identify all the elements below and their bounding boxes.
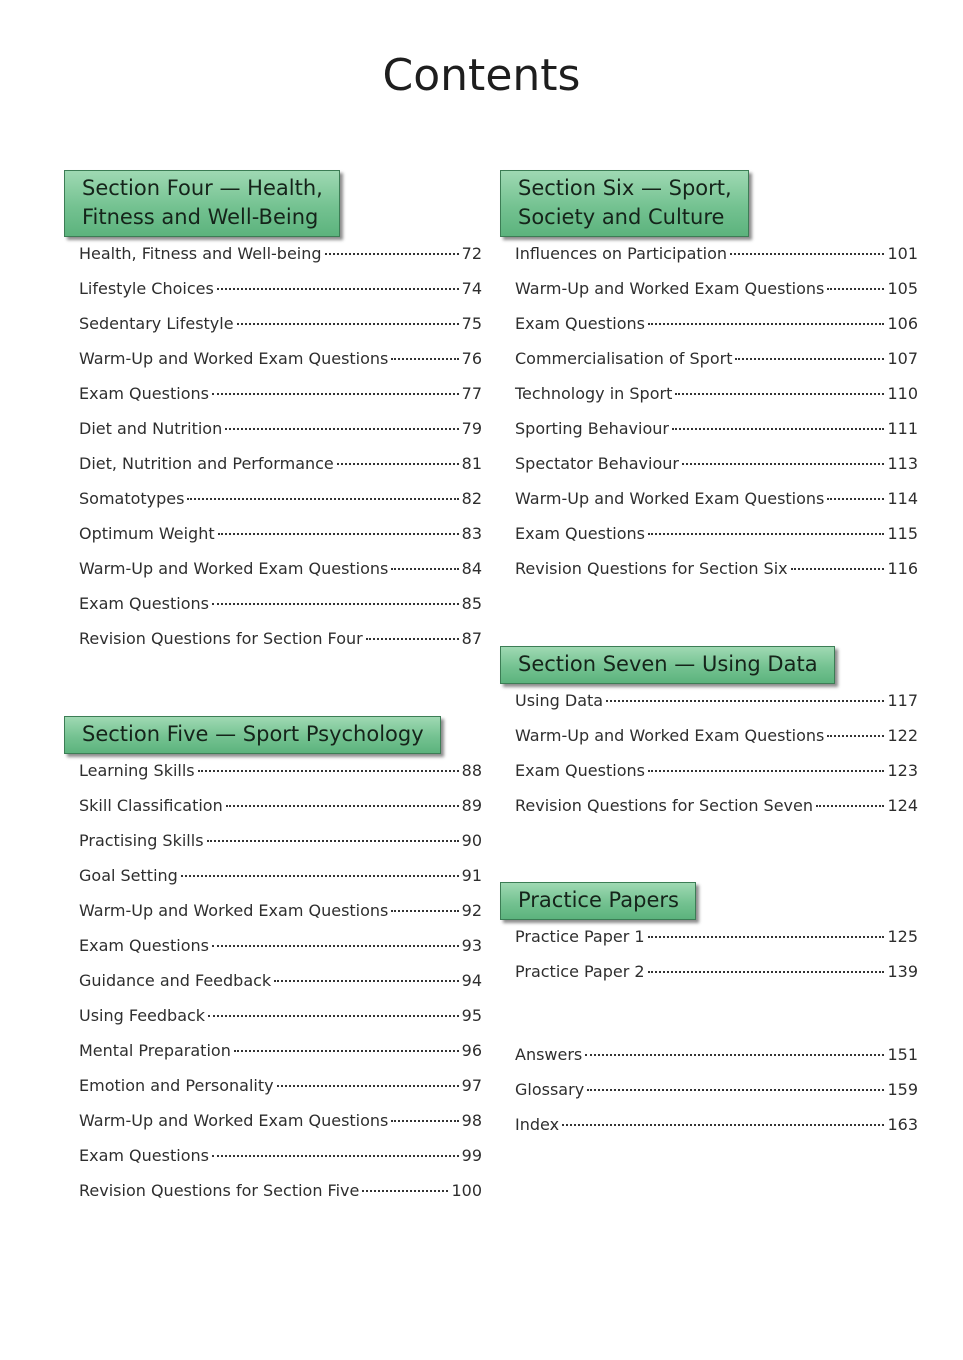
toc-entry[interactable] (515, 960, 918, 984)
entry-page: 74 (461, 279, 482, 298)
entry-page: 98 (461, 1111, 482, 1130)
toc-entry[interactable] (79, 829, 482, 853)
entry-page: 117 (887, 691, 918, 710)
entry-label: Learning Skills (79, 761, 195, 780)
entry-page: 125 (887, 927, 918, 946)
entry-label: Revision Questions for Section Seven (515, 796, 814, 815)
entry-label: Guidance and Feedback (79, 971, 272, 990)
dot-leader (187, 498, 458, 500)
toc-entry[interactable] (79, 382, 482, 406)
toc-entry[interactable] (515, 277, 918, 301)
entry-page: 124 (887, 796, 918, 815)
entry-page: 91 (461, 866, 482, 885)
entry-page: 159 (887, 1080, 918, 1099)
section-header: Section Seven — Using Data (500, 646, 835, 684)
entry-label: Exam Questions (79, 936, 209, 955)
dot-leader (277, 1085, 459, 1087)
entry-page: 88 (461, 761, 482, 780)
section-header: Section Five — Sport Psychology (64, 716, 441, 754)
entry-page: 95 (461, 1006, 482, 1025)
dot-leader (562, 1124, 884, 1126)
entry-page: 96 (461, 1041, 482, 1060)
entry-page: 115 (887, 524, 918, 543)
toc-entry[interactable] (515, 1078, 918, 1102)
entry-page: 97 (461, 1076, 482, 1095)
entry-page: 111 (887, 419, 918, 438)
toc-entry[interactable] (515, 382, 918, 406)
section-header: Section Four — Health, Fitness and Well-Being (64, 170, 340, 237)
entry-label: Warm-Up and Worked Exam Questions (515, 726, 825, 745)
toc-entry[interactable] (515, 417, 918, 441)
dot-leader (827, 288, 884, 290)
entry-page: 85 (461, 594, 482, 613)
toc-entry[interactable] (515, 242, 918, 266)
section-header: Section Six — Sport, Society and Culture (500, 170, 749, 237)
entry-page: 84 (461, 559, 482, 578)
entry-page: 79 (461, 419, 482, 438)
entry-label: Skill Classification (79, 796, 223, 815)
entry-label: Index (515, 1115, 560, 1134)
entry-label: Using Feedback (79, 1006, 206, 1025)
dot-leader (391, 1120, 458, 1122)
entry-label: Warm-Up and Worked Exam Questions (515, 489, 825, 508)
dot-leader (675, 393, 884, 395)
entry-page: 110 (887, 384, 918, 403)
dot-leader (212, 393, 459, 395)
dot-leader (391, 358, 458, 360)
entry-page: 90 (461, 831, 482, 850)
entry-page: 76 (461, 349, 482, 368)
toc-entry[interactable] (79, 1074, 482, 1098)
dot-leader (325, 253, 459, 255)
entry-label: Somatotypes (79, 489, 185, 508)
toc-entry[interactable] (79, 627, 482, 651)
entry-page: 72 (461, 244, 482, 263)
toc-entry[interactable] (79, 969, 482, 993)
dot-leader (337, 463, 459, 465)
dot-leader (735, 358, 884, 360)
entry-label: Technology in Sport (515, 384, 673, 403)
toc-entry[interactable] (79, 1144, 482, 1168)
dot-leader (198, 770, 459, 772)
toc-entry[interactable] (515, 724, 918, 748)
entry-page: 163 (887, 1115, 918, 1134)
toc-entry[interactable] (79, 864, 482, 888)
toc-entry[interactable] (79, 487, 482, 511)
page-title: Contents (382, 50, 581, 101)
dot-leader (226, 805, 459, 807)
toc-entry[interactable] (79, 1179, 482, 1203)
entry-page: 77 (461, 384, 482, 403)
dot-leader (217, 288, 459, 290)
dot-leader (366, 638, 459, 640)
entry-label: Exam Questions (515, 314, 645, 333)
dot-leader (207, 840, 459, 842)
entry-label: Revision Questions for Section Five (79, 1181, 360, 1200)
entry-label: Mental Preparation (79, 1041, 231, 1060)
section-seven (500, 646, 918, 815)
entry-label: Practice Paper 2 (515, 962, 645, 981)
dot-leader (648, 971, 885, 973)
entry-label: Exam Questions (79, 594, 209, 613)
entry-page: 114 (887, 489, 918, 508)
toc-entry[interactable] (515, 759, 918, 783)
toc-entry[interactable] (515, 347, 918, 371)
entry-label: Warm-Up and Worked Exam Questions (79, 559, 389, 578)
dot-leader (648, 936, 885, 938)
toc-entry[interactable] (515, 794, 918, 818)
toc-entry[interactable] (515, 1043, 918, 1067)
toc-entry[interactable] (79, 557, 482, 581)
entry-page: 123 (887, 761, 918, 780)
entry-label: Warm-Up and Worked Exam Questions (79, 349, 389, 368)
entry-page: 82 (461, 489, 482, 508)
dot-leader (234, 1050, 459, 1052)
dot-leader (672, 428, 884, 430)
dot-leader (212, 945, 459, 947)
entry-page: 87 (461, 629, 482, 648)
entry-label: Practising Skills (79, 831, 204, 850)
section-practice-papers (500, 882, 918, 981)
entry-label: Goal Setting (79, 866, 178, 885)
toc-entry[interactable] (79, 1004, 482, 1028)
toc-entry[interactable] (515, 557, 918, 581)
entry-label: Sedentary Lifestyle (79, 314, 234, 333)
toc-entry[interactable] (79, 1039, 482, 1063)
entry-page: 93 (461, 936, 482, 955)
dot-leader (212, 1155, 459, 1157)
dot-leader (827, 735, 884, 737)
entry-page: 105 (887, 279, 918, 298)
dot-leader (181, 875, 459, 877)
toc-entry[interactable] (515, 925, 918, 949)
entry-label: Commercialisation of Sport (515, 349, 733, 368)
toc-entry[interactable] (79, 899, 482, 923)
entry-page: 81 (461, 454, 482, 473)
dot-leader (362, 1190, 448, 1192)
entry-page: 139 (887, 962, 918, 981)
entry-page: 106 (887, 314, 918, 333)
section-header: Practice Papers (500, 882, 696, 920)
dot-leader (218, 533, 459, 535)
toc-entry[interactable] (79, 934, 482, 958)
entry-label: Warm-Up and Worked Exam Questions (79, 1111, 389, 1130)
dot-leader (648, 770, 885, 772)
entry-label: Influences on Participation (515, 244, 728, 263)
toc-entry[interactable] (79, 277, 482, 301)
section-six (500, 170, 918, 578)
dot-leader (827, 498, 884, 500)
entry-page: 101 (887, 244, 918, 263)
entry-label: Lifestyle Choices (79, 279, 214, 298)
entry-page: 75 (461, 314, 482, 333)
dot-leader (606, 700, 884, 702)
entry-page: 122 (887, 726, 918, 745)
entry-page: 92 (461, 901, 482, 920)
dot-leader (648, 323, 885, 325)
toc-entry[interactable] (515, 312, 918, 336)
toc-entry[interactable] (79, 794, 482, 818)
entry-label: Spectator Behaviour (515, 454, 679, 473)
section-five (64, 716, 482, 1200)
dot-leader (816, 805, 884, 807)
entry-page: 107 (887, 349, 918, 368)
toc-entry[interactable] (515, 522, 918, 546)
entry-label: Exam Questions (79, 384, 209, 403)
dot-leader (682, 463, 885, 465)
toc-entry[interactable] (79, 452, 482, 476)
entry-label: Optimum Weight (79, 524, 215, 543)
dot-leader (585, 1054, 884, 1056)
toc-entry[interactable] (79, 522, 482, 546)
toc-entry[interactable] (79, 312, 482, 336)
toc-entry[interactable] (79, 347, 482, 371)
dot-leader (225, 428, 458, 430)
dot-leader (587, 1089, 884, 1091)
entry-label: Sporting Behaviour (515, 419, 669, 438)
dot-leader (274, 980, 458, 982)
dot-leader (208, 1015, 459, 1017)
entry-label: Diet and Nutrition (79, 419, 223, 438)
entry-page: 94 (461, 971, 482, 990)
dot-leader (391, 910, 458, 912)
dot-leader (730, 253, 884, 255)
entry-label: Exam Questions (515, 761, 645, 780)
entry-label: Exam Questions (79, 1146, 209, 1165)
toc-entry[interactable] (79, 592, 482, 616)
toc-entry[interactable] (515, 487, 918, 511)
dot-leader (237, 323, 459, 325)
entry-page: 99 (461, 1146, 482, 1165)
entry-label: Warm-Up and Worked Exam Questions (79, 901, 389, 920)
entry-label: Glossary (515, 1080, 585, 1099)
entry-label: Revision Questions for Section Six (515, 559, 788, 578)
toc-entry[interactable] (515, 689, 918, 713)
entry-page: 113 (887, 454, 918, 473)
entry-page: 89 (461, 796, 482, 815)
toc-entry[interactable] (79, 1109, 482, 1133)
entry-page: 116 (887, 559, 918, 578)
section-four (64, 170, 482, 648)
toc-entry[interactable] (515, 1113, 918, 1137)
toc-entry[interactable] (79, 242, 482, 266)
entry-page: 83 (461, 524, 482, 543)
entry-label: Warm-Up and Worked Exam Questions (515, 279, 825, 298)
dot-leader (391, 568, 458, 570)
entry-label: Diet, Nutrition and Performance (79, 454, 334, 473)
entry-label: Revision Questions for Section Four (79, 629, 363, 648)
dot-leader (212, 603, 459, 605)
entry-label: Answers (515, 1045, 583, 1064)
toc-entry[interactable] (79, 417, 482, 441)
toc-entry[interactable] (515, 452, 918, 476)
entry-label: Practice Paper 1 (515, 927, 645, 946)
entry-page: 100 (451, 1181, 482, 1200)
entry-page: 151 (887, 1045, 918, 1064)
entry-label: Using Data (515, 691, 604, 710)
entry-label: Health, Fitness and Well-being (79, 244, 322, 263)
entry-label: Emotion and Personality (79, 1076, 274, 1095)
dot-leader (648, 533, 885, 535)
entry-label: Exam Questions (515, 524, 645, 543)
dot-leader (791, 568, 885, 570)
toc-entry[interactable] (79, 759, 482, 783)
